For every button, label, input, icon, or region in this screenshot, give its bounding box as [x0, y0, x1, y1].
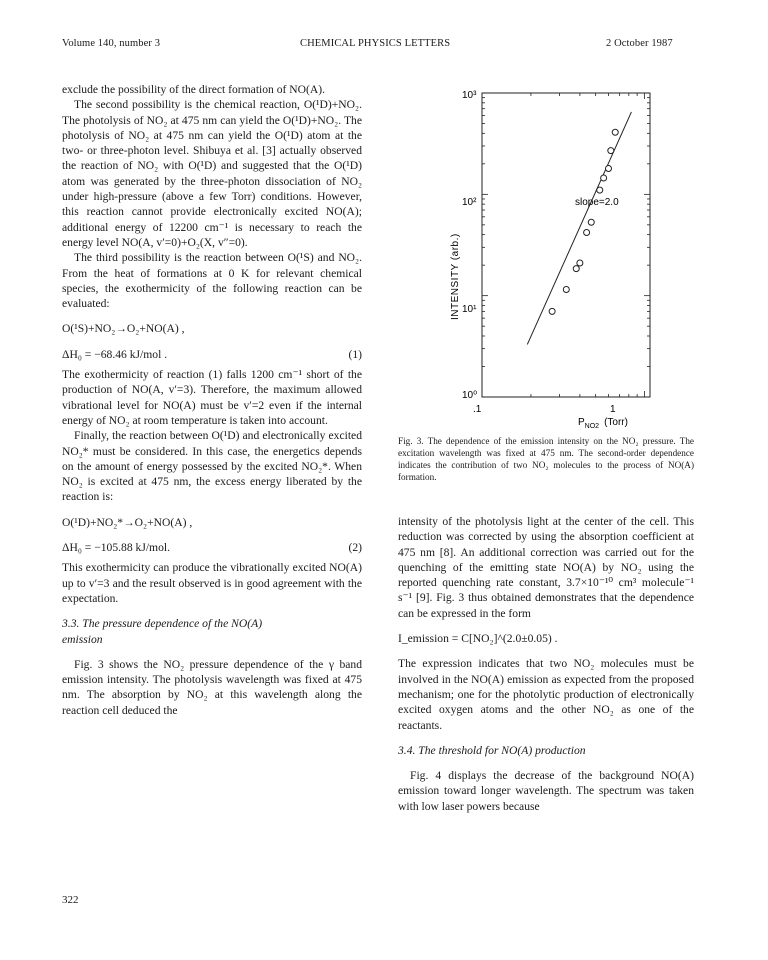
fit-line [527, 112, 631, 344]
y-axis-label: INTENSITY (arb.) [450, 233, 461, 320]
figure-3-chart [400, 75, 700, 435]
plot-frame [482, 93, 650, 397]
data-point [608, 148, 614, 154]
paragraph: The second possibility is the chemical reaction, O(¹D)+NO₂. The photolysis of NO₂ at 475 nm can yield the O(¹D)+NO₂. The photolysis of NO₂ at 475 nm can yield the O(¹D) atom at the two- or three-photon level. Shibuya et al. [3] actually observed the reaction of NO₂ with O(¹D) and suggested that the O(¹D) atom was generated by the three-photon dissociation of NO₂ under high-pressure (above a few Torr) conditions. However, this reaction cannot provide electronically excited NO(A); additional energy of 12200 cm⁻¹ is necessary to reach the energy level NO(A, v′=0)+O₂(X, v″=0). [62, 98, 362, 249]
data-point [612, 129, 618, 135]
equation-number: (1) [348, 347, 362, 361]
data-point [549, 308, 555, 314]
equation-2-enthalpy [62, 540, 362, 555]
ytick-label: 10⁰ [462, 390, 478, 401]
right-column [398, 514, 694, 814]
equation-emission: I_emission = C[NO₂]^(2.0±0.05) . [398, 632, 558, 646]
x-axis-label: $P_{NO2}$ (Torr) [578, 417, 628, 430]
equation-1: O(¹S)+NO₂→O₂+NO(A) , [62, 322, 185, 336]
section-heading: 3.4. The threshold for NO(A) production [398, 743, 586, 757]
ytick-label: 10² [462, 197, 477, 208]
paragraph: exclude the possibility of the direct formation of NO(A). [62, 83, 326, 96]
page-number: 322 [62, 894, 79, 906]
equation-number: (2) [348, 541, 362, 555]
paragraph: Finally, the reaction between O(¹D) and electronically excited NO₂* must be considered. In this case, the energetics depends on the amount of energy possessed by the excited NO₂*. When NO₂ is excited at 475 nm, the excess energy liberated by the reaction is: [62, 429, 362, 504]
data-point [577, 260, 583, 266]
paragraph: This exothermicity can produce the vibrationally excited NO(A) up to v′=3 and the result observed is in good agreement with the expectation. [62, 561, 362, 605]
data-point [563, 287, 569, 293]
equation-text: ΔH₀ = −68.46 kJ/mol . [62, 347, 168, 361]
ytick-label: 10³ [462, 90, 477, 101]
data-point [588, 219, 594, 225]
left-column [62, 82, 362, 718]
header-journal: CHEMICAL PHYSICS LETTERS [300, 38, 451, 49]
paragraph: The third possibility is the reaction between O(¹S) and NO₂. From the heat of formations at 0 K for relevant chemical species, the exothermicity of the following reaction can be evaluated: [62, 251, 362, 311]
xtick-label: 1 [610, 404, 616, 415]
equation-1-enthalpy [62, 347, 362, 362]
paragraph: intensity of the photolysis light at the center of the cell. This reduction was corrected by using the absorption coefficient at 475 nm [8]. An additional correction was carried out for the quenching of the emitting state NO(A) by NO₂ using the reported quenching rate constant, 3.7×10⁻¹⁰ cm³ molecule⁻¹ s⁻¹ [9]. Fig. 3 thus obtained demonstrates that the dependence can be expressed in the form [398, 515, 694, 620]
data-point [573, 266, 579, 272]
equation-2: O(¹D)+NO₂*→O₂+NO(A) , [62, 515, 193, 529]
figure-3-caption: Fig. 3. The dependence of the emission intensity on the NO₂ pressure. The excitation wavelength was fixed at 475 nm. The second-order dependence indicates the contribution of two NO₂ molecules to the process of NO(A) formation. [398, 436, 694, 482]
slope-annotation: slope=2.0 [575, 197, 619, 208]
header-date: 2 October 1987 [606, 38, 673, 49]
xtick-label: .1 [473, 404, 482, 415]
equation-text: ΔH₀ = −105.88 kJ/mol. [62, 541, 170, 555]
paragraph: The exothermicity of reaction (1) falls 1200 cm⁻¹ short of the production of NO(A, v′=3). Therefore, the maximum allowed vibrational level for NO(A) must be v′=2 even if the internal energy of NO₂ at room temperature is taken into account. [62, 368, 362, 427]
paragraph: Fig. 4 displays the decrease of the background NO(A) emission toward longer wavelength. The spectrum was taken with low laser powers because [398, 769, 694, 813]
data-point [597, 187, 603, 193]
ytick-label: 10¹ [462, 304, 477, 315]
data-point [606, 165, 612, 171]
header-volume: Volume 140, number 3 [62, 38, 161, 49]
section-heading-cont: emission [62, 632, 103, 646]
data-point [584, 230, 590, 236]
paragraph: Fig. 3 shows the NO₂ pressure dependence of the γ band emission intensity. The photolysis wavelength was fixed at 475 nm. The absorption by NO₂ at this wavelength along the reaction cell deduced the [62, 657, 362, 717]
data-point [601, 175, 607, 181]
section-heading: 3.3. The pressure dependence of the NO(A) [62, 617, 263, 631]
paragraph: The expression indicates that two NO₂ molecules must be involved in the NO(A) emission as expected from the proposed mechanism; one for the photolytic production of electronically excited oxygen atoms and the other NO₂ as one of the reactants. [398, 657, 694, 732]
